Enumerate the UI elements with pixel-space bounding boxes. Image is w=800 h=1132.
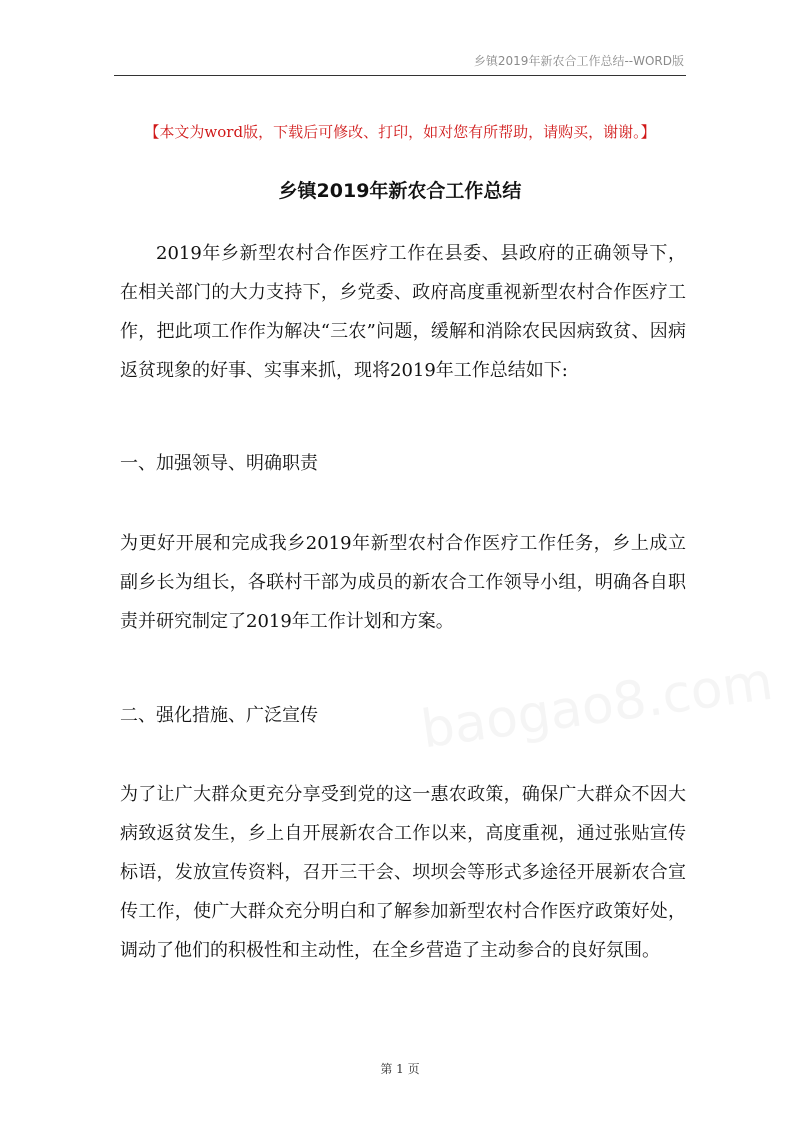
header-divider xyxy=(114,75,686,76)
page-number: 第 1 页 xyxy=(380,1062,420,1076)
watermark: baogao8.com xyxy=(417,651,777,761)
document-title: 乡镇2019年新农合工作总结 xyxy=(278,180,522,202)
section-paragraph: 为了让广大群众更充分享受到党的这一惠农政策，确保广大群众不因大病致返贫发生，乡上自开展新农合工作以来，高度重视，通过张贴宣传标语，发放宣传资料，召开三干会、坝坝会等形式多途径开展新农合宣传工作，使广大群众充分明白和了解参加新型农村合作医疗政策好处，调动了他们的积极性和主动性，在全乡营造了主动参合的良好氛围。 xyxy=(120,784,686,961)
running-header: 乡镇2019年新农合工作总结--WORD版 xyxy=(473,54,684,68)
section-paragraph: 为更好开展和完成我乡2019年新型农村合作医疗工作任务，乡上成立副乡长为组长，各联村干部为成员的新农合工作领导小组，明确各自职责并研究制定了2019年工作计划和方案。 xyxy=(120,533,686,632)
intro-paragraph: 2019年乡新型农村合作医疗工作在县委、县政府的正确领导下，在相关部门的大力支持下，乡党委、政府高度重视新型农村合作医疗工作，把此项工作作为解决“三农”问题，缓解和消除农民因病致贫、因病返贫现象的好事、实事来抓，现将2019年工作总结如下: xyxy=(120,243,686,381)
section-heading: 一、加强领导、明确职责 xyxy=(120,453,318,474)
download-notice: 【本文为word版，下载后可修改、打印，如对您有所帮助，请购买，谢谢。】 xyxy=(144,123,656,141)
section-heading: 二、强化措施、广泛宣传 xyxy=(120,705,318,726)
